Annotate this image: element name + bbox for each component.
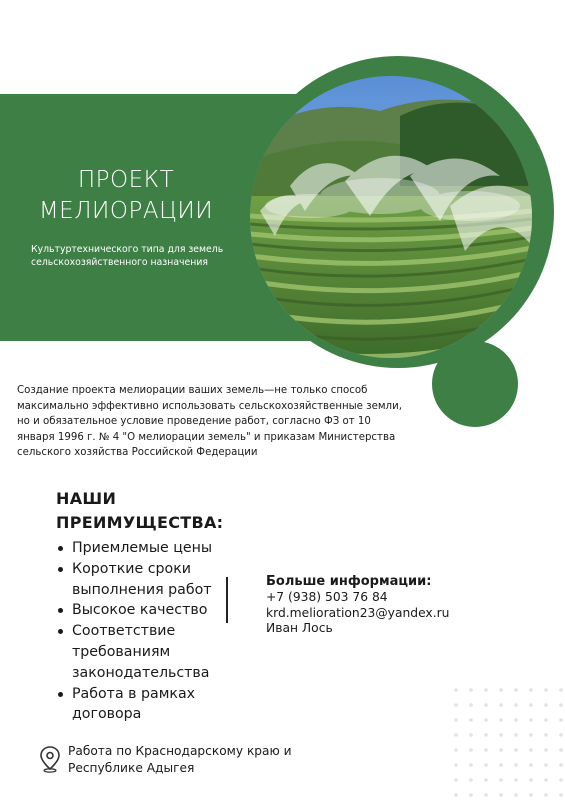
pattern-dot bbox=[499, 688, 503, 692]
pattern-dot bbox=[514, 763, 518, 767]
pattern-dot bbox=[454, 733, 458, 737]
advantages-list bbox=[56, 538, 231, 725]
pattern-dot bbox=[484, 688, 488, 692]
pattern-dot bbox=[454, 703, 458, 707]
pattern-dot bbox=[544, 733, 548, 737]
pattern-dot bbox=[454, 748, 458, 752]
pattern-dot bbox=[454, 793, 458, 797]
pattern-dot bbox=[514, 688, 518, 692]
pattern-dot bbox=[469, 733, 473, 737]
pattern-dot bbox=[559, 793, 563, 797]
pattern-dot bbox=[499, 703, 503, 707]
pattern-dot bbox=[514, 748, 518, 752]
pattern-dot bbox=[559, 703, 563, 707]
pattern-dot bbox=[544, 688, 548, 692]
pattern-dot bbox=[529, 718, 533, 722]
pattern-dot bbox=[484, 703, 488, 707]
pattern-dot bbox=[499, 748, 503, 752]
title-line-2: МЕЛИОРАЦИИ bbox=[38, 198, 214, 224]
pattern-dot bbox=[484, 718, 488, 722]
irrigation-field-photo bbox=[250, 76, 532, 358]
location-pin-icon bbox=[38, 745, 62, 773]
title-line-1: ПРОЕКТ bbox=[77, 167, 175, 193]
pattern-dot bbox=[529, 703, 533, 707]
contact-phone[interactable]: +7 (938) 503 76 84 bbox=[266, 590, 388, 604]
page-subtitle: Культуртехнического типа для земель сельскохозяйственного назначения bbox=[31, 244, 224, 268]
pattern-dot bbox=[559, 778, 563, 782]
pattern-dot bbox=[514, 733, 518, 737]
pattern-dot bbox=[484, 748, 488, 752]
pattern-dot bbox=[484, 793, 488, 797]
pattern-dot bbox=[544, 793, 548, 797]
contact-name: Иван Лось bbox=[266, 621, 333, 635]
intro-paragraph: Создание проекта мелиорации ваших земель—не только способ максимально эффективно использовать сельскохозяйственные земли, но и обязательное условие проведение работ, согласно ФЗ от 10 января 1996 г. № 4 "О мелиорации земель" и приказам Министерства сельского хозяйства Российской Федерации bbox=[17, 385, 402, 459]
pattern-dot bbox=[499, 718, 503, 722]
divider-line bbox=[226, 577, 228, 623]
pattern-dot bbox=[469, 703, 473, 707]
pattern-dot bbox=[469, 763, 473, 767]
pattern-dot bbox=[559, 763, 563, 767]
contact-email[interactable]: krd.melioration23@yandex.ru bbox=[266, 605, 450, 620]
pattern-dot bbox=[559, 733, 563, 737]
pattern-dot bbox=[544, 718, 548, 722]
pattern-dot bbox=[454, 763, 458, 767]
decorative-green-circle bbox=[432, 341, 518, 427]
pattern-dot bbox=[499, 778, 503, 782]
pattern-dot bbox=[514, 778, 518, 782]
pattern-dot bbox=[529, 793, 533, 797]
pattern-dot bbox=[469, 718, 473, 722]
pattern-dot bbox=[484, 733, 488, 737]
advantage-item: Работа в рамках договора bbox=[56, 684, 231, 726]
advantage-item: Соответствие требованиям законодательства bbox=[56, 621, 231, 683]
pattern-dot bbox=[544, 748, 548, 752]
pattern-dot bbox=[529, 763, 533, 767]
pattern-dot bbox=[454, 778, 458, 782]
dot-pattern bbox=[452, 684, 564, 800]
advantage-item: Приемлемые цены bbox=[56, 538, 231, 559]
pattern-dot bbox=[484, 778, 488, 782]
contact-title: Больше информации: bbox=[266, 574, 432, 589]
pattern-dot bbox=[469, 688, 473, 692]
pattern-dot bbox=[544, 778, 548, 782]
pattern-dot bbox=[544, 703, 548, 707]
pattern-dot bbox=[514, 703, 518, 707]
pattern-dot bbox=[499, 733, 503, 737]
pattern-dot bbox=[529, 688, 533, 692]
pattern-dot bbox=[544, 763, 548, 767]
pattern-dot bbox=[514, 793, 518, 797]
pattern-dot bbox=[514, 718, 518, 722]
contact-block bbox=[266, 573, 506, 637]
advantage-item: Высокое качество bbox=[56, 600, 231, 621]
pattern-dot bbox=[559, 748, 563, 752]
location-text: Работа по Краснодарскому краю и Республике Адыгея bbox=[68, 744, 292, 775]
location-block bbox=[38, 743, 308, 776]
advantages-title: НАШИ ПРЕИМУЩЕСТВА: bbox=[56, 489, 224, 532]
pattern-dot bbox=[529, 748, 533, 752]
pattern-dot bbox=[559, 688, 563, 692]
pattern-dot bbox=[529, 733, 533, 737]
pattern-dot bbox=[469, 748, 473, 752]
pattern-dot bbox=[499, 763, 503, 767]
pattern-dot bbox=[529, 778, 533, 782]
pattern-dot bbox=[499, 793, 503, 797]
page-title bbox=[31, 165, 221, 227]
pattern-dot bbox=[454, 718, 458, 722]
pattern-dot bbox=[484, 763, 488, 767]
pattern-dot bbox=[559, 718, 563, 722]
pattern-dot bbox=[469, 793, 473, 797]
advantage-item: Короткие сроки выполнения работ bbox=[56, 559, 231, 601]
pattern-dot bbox=[454, 688, 458, 692]
pattern-dot bbox=[469, 778, 473, 782]
